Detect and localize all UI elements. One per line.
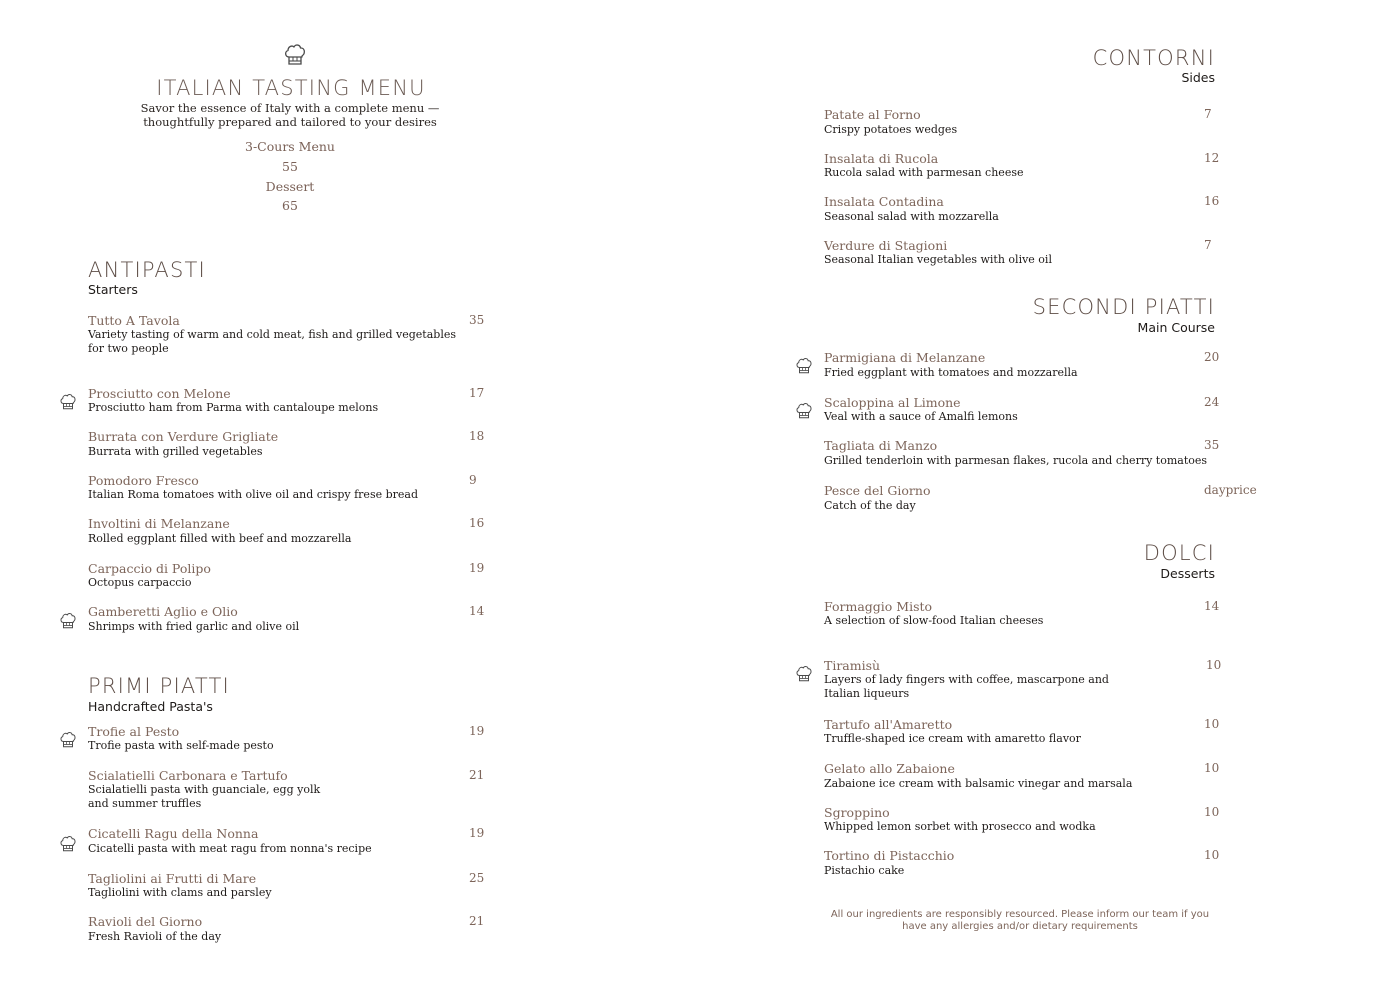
menu-item-name: Gelato allo Zabaione (824, 761, 955, 776)
section-title-antipasti: ANTIPASTI (88, 258, 206, 282)
menu-item-name: Burrata con Verdure Grigliate (88, 429, 279, 444)
menu-item-price: 14 (1204, 599, 1220, 613)
menu-item-price: 35 (469, 313, 485, 327)
menu-item-desc: Variety tasting of warm and cold meat, fish and grilled vegetables (88, 328, 456, 341)
menu-item-price: 19 (469, 826, 485, 840)
menu-item-desc: Trofie pasta with self-made pesto (88, 739, 274, 752)
menu-item-name: Pesce del Giorno (824, 483, 931, 498)
menu-item-price: 10 (1204, 761, 1220, 775)
menu-item-desc: Pistachio cake (824, 864, 905, 877)
menu-item-price: 19 (469, 561, 485, 575)
menu-item-desc: Fresh Ravioli of the day (88, 930, 222, 943)
menu-item-desc: Prosciutto ham from Parma with cantaloupe melons (88, 401, 379, 414)
tasting-3course-price: 55 (282, 159, 298, 174)
menu-item-name: Tortino di Pistacchio (824, 848, 955, 863)
section-subtitle-secondi: Main Course (1137, 320, 1215, 335)
menu-item-name: Verdure di Stagioni (824, 238, 948, 253)
tasting-menu-title: ITALIAN TASTING MENU (156, 76, 426, 100)
menu-item-desc: Catch of the day (824, 499, 916, 512)
tasting-dessert-price: 65 (282, 198, 298, 213)
menu-item-desc: Italian Roma tomatoes with olive oil and crispy frese bread (88, 488, 418, 501)
tasting-subtitle-line2: thoughtfully prepared and tailored to your desires (143, 115, 437, 129)
menu-item-desc: Cicatelli pasta with meat ragu from nonna's recipe (88, 842, 372, 855)
menu-item-price: 10 (1206, 658, 1222, 672)
menu-item-name: Scialatielli Carbonara e Tartufo (88, 768, 288, 783)
menu-item-desc: Crispy potatoes wedges (824, 123, 958, 136)
chef-hat-icon (59, 392, 77, 412)
menu-item-desc: Tagliolini with clams and parsley (88, 886, 272, 899)
menu-item-name: Pomodoro Fresco (88, 473, 199, 488)
section-subtitle-contorni: Sides (1181, 70, 1215, 85)
menu-item-desc: Octopus carpaccio (88, 576, 192, 589)
menu-item-desc: Fried eggplant with tomatoes and mozzarella (824, 366, 1078, 379)
menu-item-price: 21 (469, 914, 485, 928)
menu-item-desc: Rucola salad with parmesan cheese (824, 166, 1024, 179)
menu-item-name: Cicatelli Ragu della Nonna (88, 826, 259, 841)
menu-item-price: 16 (469, 516, 485, 530)
menu-item-name: Sgroppino (824, 805, 890, 820)
section-subtitle-primi: Handcrafted Pasta's (88, 699, 213, 714)
tasting-dessert-label: Dessert (265, 179, 315, 194)
section-subtitle-antipasti: Starters (88, 282, 138, 297)
allergy-note-line2: have any allergies and/or dietary requirements (902, 921, 1138, 932)
chef-hat-icon (795, 401, 813, 421)
menu-item-price: 25 (469, 871, 485, 885)
menu-item-name: Tagliata di Manzo (824, 438, 938, 453)
tasting-3course-label: 3-Cours Menu (245, 139, 335, 154)
menu-item-price: 10 (1204, 848, 1220, 862)
menu-item-price: 24 (1204, 395, 1220, 409)
menu-item-price: 12 (1204, 151, 1220, 165)
section-subtitle-dolci: Desserts (1160, 566, 1215, 581)
chef-hat-icon (795, 356, 813, 376)
menu-item-desc: A selection of slow-food Italian cheeses (824, 614, 1044, 627)
menu-item-name: Gamberetti Aglio e Olio (88, 604, 238, 619)
menu-item-price: 10 (1204, 805, 1220, 819)
menu-item-name: Insalata Contadina (824, 194, 944, 209)
chef-hat-icon (283, 42, 307, 68)
menu-item-desc: Layers of lady fingers with coffee, mascarpone and (824, 673, 1109, 686)
menu-item-name: Involtini di Melanzane (88, 516, 230, 531)
section-title-primi: PRIMI PIATTI (88, 674, 230, 698)
menu-item-name: Tiramisù (824, 658, 881, 673)
chef-hat-icon (59, 730, 77, 750)
menu-item-name: Tagliolini ai Frutti di Mare (88, 871, 257, 886)
menu-item-name: Trofie al Pesto (88, 724, 180, 739)
chef-hat-icon (59, 611, 77, 631)
menu-item-desc: Burrata with grilled vegetables (88, 445, 263, 458)
menu-item-name: Patate al Forno (824, 107, 921, 122)
menu-item-desc: Scialatielli pasta with guanciale, egg yolk (88, 783, 321, 796)
section-title-contorni: CONTORNI (1092, 46, 1215, 70)
menu-item-price: 7 (1204, 238, 1212, 252)
menu-item-name: Carpaccio di Polipo (88, 561, 211, 576)
menu-item-name: Scaloppina al Limone (824, 395, 961, 410)
allergy-note-line1: All our ingredients are responsibly resourced. Please inform our team if you (830, 909, 1210, 920)
menu-item-price: 35 (1204, 438, 1220, 452)
menu-item-price: 14 (469, 604, 485, 618)
menu-item-desc: Grilled tenderloin with parmesan flakes, rucola and cherry tomatoes (824, 454, 1208, 467)
tasting-subtitle-line1: Savor the essence of Italy with a complete menu — (140, 101, 440, 115)
menu-item-desc: Veal with a sauce of Amalfi lemons (824, 410, 1018, 423)
chef-hat-icon (59, 834, 77, 854)
chef-hat-icon (795, 664, 813, 684)
menu-item-desc: Whipped lemon sorbet with prosecco and wodka (824, 820, 1096, 833)
menu-item-price: 7 (1204, 107, 1212, 121)
menu-item-desc-line2: for two people (88, 342, 169, 355)
menu-item-desc: Rolled eggplant filled with beef and mozzarella (88, 532, 352, 545)
menu-item-desc: Shrimps with fried garlic and olive oil (88, 620, 300, 633)
section-title-secondi: SECONDI PIATTI (1032, 295, 1215, 319)
menu-item-name: Tartufo all'Amaretto (824, 717, 953, 732)
menu-item-price: 19 (469, 724, 485, 738)
menu-item-desc: Zabaione ice cream with balsamic vinegar and marsala (824, 777, 1133, 790)
menu-item-price: 17 (469, 386, 485, 400)
menu-item-price: 20 (1204, 350, 1220, 364)
tasting-menu-subtitle (140, 101, 440, 129)
menu-item-price: 18 (469, 429, 485, 443)
menu-item-price: 9 (469, 473, 477, 487)
allergy-note (820, 909, 1220, 933)
menu-item-name: Ravioli del Giorno (88, 914, 203, 929)
menu-item-desc: Seasonal Italian vegetables with olive oil (824, 253, 1052, 266)
menu-item-price: 21 (469, 768, 485, 782)
menu-item-desc: Truffle-shaped ice cream with amaretto flavor (824, 732, 1081, 745)
menu-item-desc-line2: Italian liqueurs (824, 687, 910, 700)
menu-item-name: Tutto A Tavola (88, 313, 180, 328)
menu-item-desc: Seasonal salad with mozzarella (824, 210, 999, 223)
menu-item-price: dayprice (1204, 483, 1257, 497)
menu-item-price: 10 (1204, 717, 1220, 731)
menu-item-name: Formaggio Misto (824, 599, 933, 614)
menu-item-price: 16 (1204, 194, 1220, 208)
section-title-dolci: DOLCI (1143, 541, 1215, 565)
menu-item-name: Parmigiana di Melanzane (824, 350, 986, 365)
menu-item-desc-line2: and summer truffles (88, 797, 202, 810)
menu-item-name: Prosciutto con Melone (88, 386, 231, 401)
menu-item-name: Insalata di Rucola (824, 151, 939, 166)
